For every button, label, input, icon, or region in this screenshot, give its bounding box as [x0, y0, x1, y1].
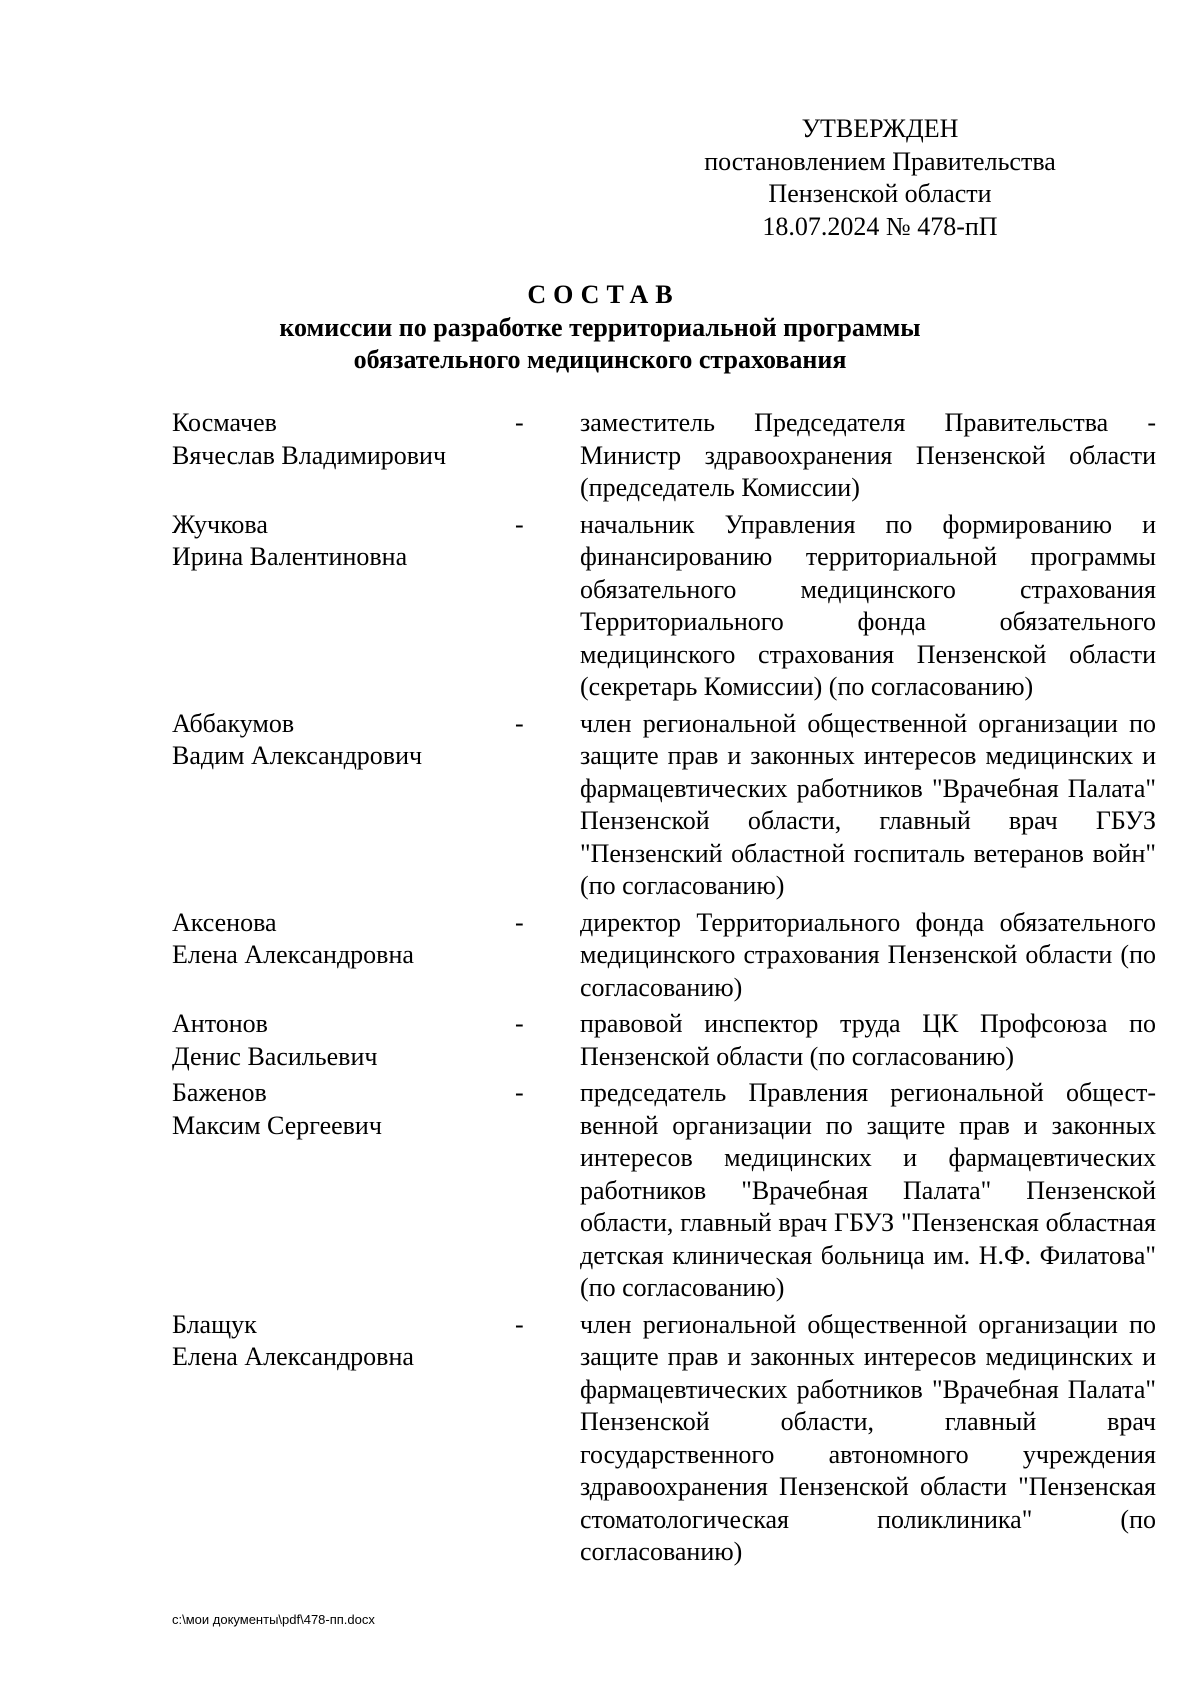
member-role: член региональной общественной организации по защите прав и законных интересов медицинских и фармацевтических работников "Врачебная Палата" Пензенской области, главный врач государственного автономного учреждения здравоохранения Пензенской области "Пензенская стоматологическая поликлиника" (по согласованию)	[580, 1309, 1156, 1566]
member-surname: Блащук	[172, 1309, 257, 1339]
member-surname: Жучкова	[172, 509, 268, 539]
member-role: председатель Правления региональной общест-венной организации по защите прав и законных интересов медицинских и фармацевтических работников "Врачебная Палата" Пензенской области, главный врач ГБУЗ "Пензенская областная детская клиническая больница им. Н.Ф. Филатова" (по согласованию)	[580, 1078, 1156, 1302]
member-entry	[172, 1309, 1156, 1569]
member-entry	[172, 1077, 1156, 1305]
approval-line: постановлением Правительства	[704, 146, 1056, 176]
member-surname: Аббакумов	[172, 708, 295, 738]
member-name	[172, 1309, 512, 1569]
member-given-names: Елена Александровна	[172, 940, 414, 969]
member-surname: Антонов	[172, 1009, 268, 1038]
member-surname: Космачев	[172, 408, 277, 437]
member-surname: Баженов	[172, 1078, 267, 1107]
approval-line: УТВЕРЖДЕН	[801, 114, 959, 143]
member-name	[172, 907, 512, 1005]
approval-date-number: 18.07.2024 № 478-пП	[762, 211, 998, 241]
document-title	[0, 279, 1200, 377]
member-given-names: Елена Александровна	[172, 1342, 414, 1371]
member-dash: -	[515, 907, 524, 937]
member-entry	[172, 1008, 1156, 1073]
file-path-footer: c:\мои документы\pdf\478-пп.docx	[172, 1612, 375, 1627]
member-dash: -	[515, 708, 524, 738]
member-entry	[172, 708, 1156, 903]
member-role: заместитель Председателя Правительства - Министр здравоохранения Пензенской области (председатель Комиссии)	[580, 408, 1156, 502]
member-name	[172, 509, 512, 704]
member-entry	[172, 907, 1156, 1005]
member-role: член региональной общественной организации по защите прав и законных интересов медицинских и фармацевтических работников "Врачебная Палата" Пензенской области, главный врач ГБУЗ "Пензенский областной госпиталь ветеранов войн" (по согласованию)	[580, 708, 1156, 900]
member-entry	[172, 407, 1156, 505]
title-subtitle-line: комиссии по разработке территориальной программы	[279, 312, 921, 342]
member-name	[172, 708, 512, 903]
commission-members-list	[172, 407, 1156, 1573]
member-dash: -	[515, 1309, 524, 1339]
member-given-names: Максим Сергеевич	[172, 1110, 382, 1140]
member-dash: -	[515, 1078, 524, 1107]
member-given-names: Ирина Валентиновна	[172, 542, 408, 571]
approval-stamp	[680, 113, 1080, 243]
title-subtitle-line: обязательного медицинского страхования	[353, 345, 847, 374]
member-given-names: Вячеслав Владимирович	[172, 440, 447, 470]
title-main: СОСТАВ	[527, 280, 680, 309]
member-dash: -	[515, 408, 524, 437]
approval-line: Пензенской области	[768, 179, 992, 208]
member-name	[172, 407, 512, 505]
member-role: начальник Управления по формированию и финансированию территориальной программы обязательного медицинского страхования Территориального фонда обязательного медицинского страхования Пензенской области (секретарь Комиссии) (по согласованию)	[580, 509, 1156, 701]
member-entry	[172, 509, 1156, 704]
member-surname: Аксенова	[172, 907, 277, 937]
member-name	[172, 1077, 512, 1305]
member-given-names: Денис Васильевич	[172, 1041, 378, 1071]
member-name	[172, 1008, 512, 1073]
member-given-names: Вадим Александрович	[172, 741, 423, 770]
member-role: директор Территориального фонда обязательного медицинского страхования Пензенской области (по согласованию)	[580, 907, 1156, 1002]
member-dash: -	[515, 1009, 524, 1038]
member-dash: -	[515, 509, 524, 539]
member-role: правовой инспектор труда ЦК Профсоюза по Пензенской области (по согласованию)	[580, 1009, 1156, 1071]
